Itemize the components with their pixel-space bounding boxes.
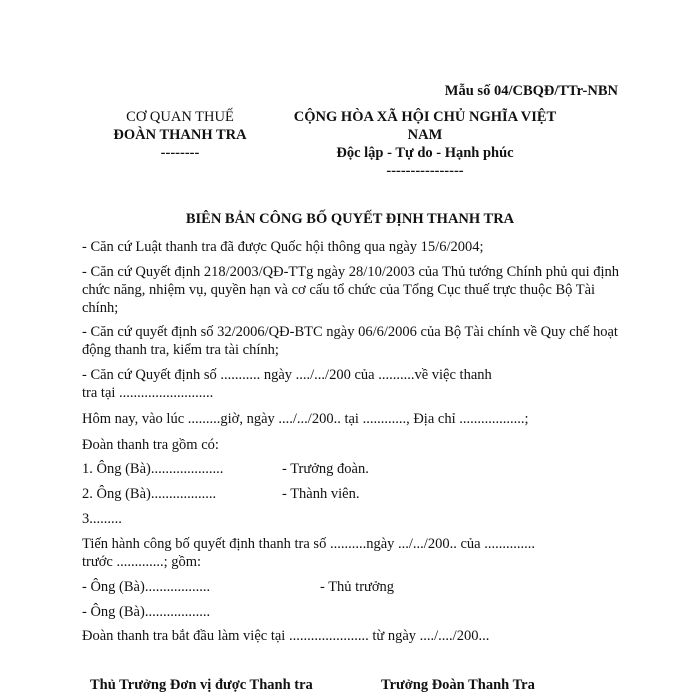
paragraph-legal-basis-1: - Căn cứ Luật thanh tra đã được Quốc hội thông qua ngày 15/6/2004; xyxy=(82,239,484,255)
team-member-1-role: - Trưởng đoàn. xyxy=(282,461,369,477)
paragraph-work-start: Đoàn thanh tra bắt đầu làm việc tại ...................... từ ngày ..../..../200... xyxy=(82,628,490,644)
national-motto: Độc lập - Tự do - Hạnh phúc xyxy=(336,145,514,161)
national-header xyxy=(275,108,575,180)
agency-rule: -------- xyxy=(160,145,200,161)
team-member-2-name: 2. Ông (Bà).................. xyxy=(82,486,217,502)
signature-team-leader: Trưởng Đoàn Thanh Tra xyxy=(381,677,535,693)
signature-inspected-unit-head: Thủ Trưởng Đơn vị được Thanh tra xyxy=(90,677,313,693)
paragraph-date-place: Hôm nay, vào lúc .........giờ, ngày ..../.../200.. tại ............, Địa chỉ ..................; xyxy=(82,411,529,427)
team-member-2-role: - Thành viên. xyxy=(282,486,360,502)
national-name-line2: NAM xyxy=(407,127,443,143)
national-rule: ---------------- xyxy=(386,163,464,179)
paragraph-legal-basis-3: - Căn cứ quyết định số 32/2006/QĐ-BTC ngày 06/6/2006 của Bộ Tài chính về Quy chế hoạt động thanh tra, kiểm tra tài chính; xyxy=(82,324,618,358)
team-member-3: 3......... xyxy=(82,511,122,527)
paragraph-legal-basis-4: - Căn cứ Quyết định số ........... ngày ..../.../200 của ..........về việc thanh tra tại .......................... xyxy=(82,367,492,401)
inspection-team-name: ĐOÀN THANH TRA xyxy=(113,127,247,143)
representative-1-name: - Ông (Bà).................. xyxy=(82,579,211,595)
form-number: Mẫu số 04/CBQĐ/TTr-NBN xyxy=(444,83,618,99)
agency-header xyxy=(100,108,260,162)
paragraph-legal-basis-2: - Căn cứ Quyết định 218/2003/QĐ-TTg ngày 28/10/2003 của Thủ tướng Chính phủ qui định chức năng, nhiệm vụ, quyền hạn và cơ cấu tổ chức của Tổng Cục thuế trực thuộc Bộ Tài chính; xyxy=(82,264,620,316)
paragraph-announcement: Tiến hành công bố quyết định thanh tra số ..........ngày .../.../200.. của .............. trước .............; gồm: xyxy=(82,536,535,570)
agency-name: CƠ QUAN THUẾ xyxy=(126,109,234,125)
representative-2-name: - Ông (Bà).................. xyxy=(82,604,211,620)
paragraph-team-intro: Đoàn thanh tra gồm có: xyxy=(82,437,219,453)
representative-1-role: - Thủ trưởng xyxy=(320,579,395,595)
national-name-line1: CỘNG HÒA XÃ HỘI CHỦ NGHĨA VIỆT xyxy=(293,109,557,125)
team-member-1-name: 1. Ông (Bà).................... xyxy=(82,461,224,477)
document-title: BIÊN BẢN CÔNG BỐ QUYẾT ĐỊNH THANH TRA xyxy=(185,211,515,227)
